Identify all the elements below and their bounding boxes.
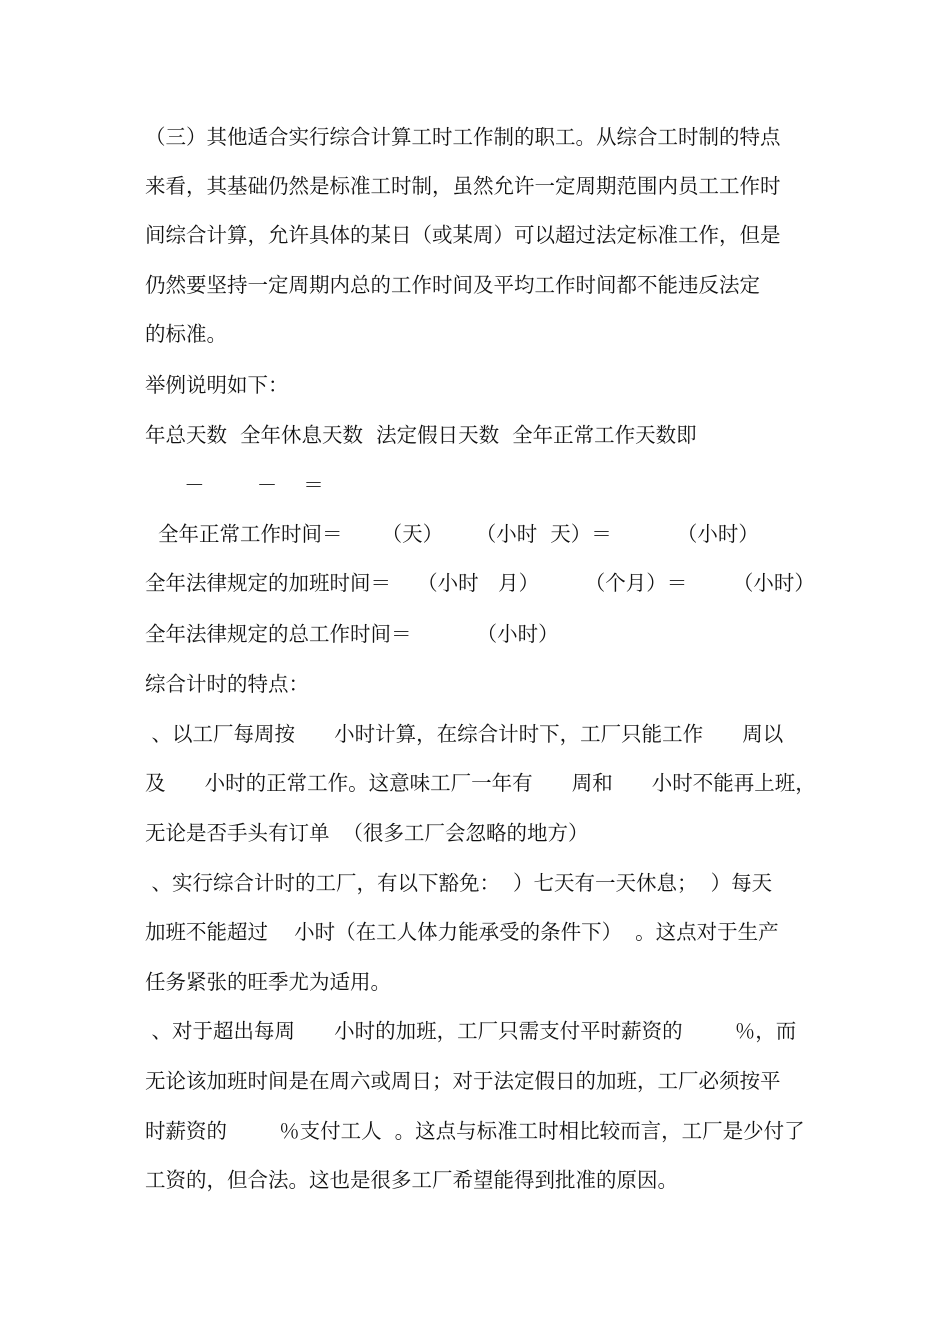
paragraph-line: 加班不能超过 小时（在工人体力能承受的条件下） 。这点对于生产 (145, 920, 779, 944)
paragraph-line: 工资的，但合法。这也是很多工厂希望能得到批准的原因。 (145, 1168, 678, 1192)
formula-line: 全年正常工作时间＝ （天） （小时 天）＝ （小时） (145, 522, 759, 546)
formula-line: 年总天数 全年休息天数 法定假日天数 全年正常工作天数即 (145, 423, 697, 447)
paragraph-line: 仍然要坚持一定周期内总的工作时间及平均工作时间都不能违反法定 (145, 273, 760, 297)
paragraph-line: 任务紧张的旺季尤为适用。 (145, 970, 391, 994)
paragraph-line: 无论该加班时间是在周六或周日；对于法定假日的加班，工厂必须按平 (145, 1069, 781, 1093)
paragraph-line: 无论是否手头有订单 （很多工厂会忽略的地方） (145, 821, 589, 845)
paragraph-line: （三）其他适合实行综合计算工时工作制的职工。从综合工时制的特点 (145, 125, 781, 149)
example-heading: 举例说明如下： (145, 373, 289, 397)
paragraph-line: 的标准。 (145, 322, 227, 346)
formula-line: 全年法律规定的加班时间＝ （小时 月） （个月）＝ （小时） (145, 571, 815, 595)
paragraph-line: 、对于超出每周 小时的加班，工厂只需支付平时薪资的 ％，而 (145, 1019, 797, 1043)
section-heading: 综合计时的特点： (145, 672, 309, 696)
formula-line: 全年法律规定的总工作时间＝ （小时） (145, 622, 559, 646)
paragraph-line: 来看，其基础仍然是标准工时制，虽然允许一定周期范围内员工工作时 (145, 174, 781, 198)
paragraph-line: 间综合计算，允许具体的某日（或某周）可以超过法定标准工作，但是 (145, 223, 781, 247)
paragraph-line: 、实行综合计时的工厂，有以下豁免： ）七天有一天休息； ）每天 (145, 871, 773, 895)
paragraph-line: 及 小时的正常工作。这意味工厂一年有 周和 小时不能再上班， (145, 771, 816, 795)
formula-operators: － － ＝ (145, 473, 324, 497)
paragraph-line: 、以工厂每周按 小时计算，在综合计时下，工厂只能工作 周以 (145, 722, 784, 746)
paragraph-line: 时薪资的 ％支付工人 。这点与标准工时相比较而言，工厂是少付了 (145, 1119, 805, 1143)
